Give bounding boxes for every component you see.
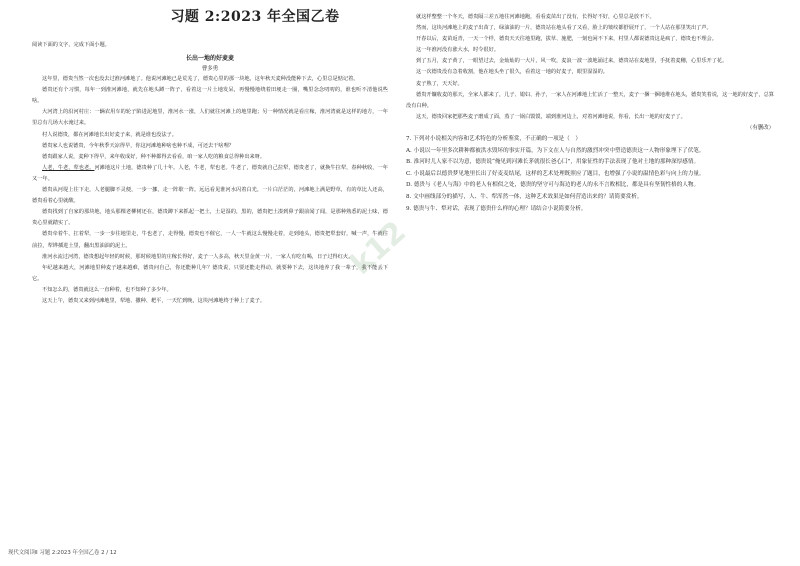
article-author: 曹多勇 <box>201 66 219 73</box>
paragraph: 德贵还有个习惯，每年一到淮河滩地，就先在地头蹲一阵子，看着这一片土地发呆，再慢慢地绕着田埂走一圈，嘴里念念叨叨的，谁也听不清他说些啥。 <box>32 87 388 105</box>
paragraph: 年纪越来越大，河滩地里种麦子越来越难，德贵问自己，你还能种几年？德贵说，只要还能走得动，就要种下去，这块地养了我一辈子，我不能丢下它。 <box>32 264 388 282</box>
paragraph: 这年里，德贵当然一次也没去过淮河滩地了。他说河滩地已是荒芜了，德贵心里的那一块地，这年秋天麦种没能种下去，心里总是惦记着。 <box>42 76 359 83</box>
question-7-option-c: C. 小说最后以德贵梦见地里长出了好麦麦结尾，这样的艺术处理既照应了题目，也增强了小说的温情色彩与向上的力量。 <box>406 170 705 177</box>
paragraph: 村人说德贵，都在河滩地长出好麦子来，就是谁也没法子。 <box>42 131 177 138</box>
paragraph: 这一次德贵没有急着收割，他在地头坐了很久，看着这一地的好麦子，眼里湿湿的。 <box>416 69 608 76</box>
question-7: 7. 下列对小说相关内容和艺术特色的分析鉴赏，不正确的一项是（ ） <box>406 136 581 143</box>
paragraph: 德贵开镰收麦的那天，全家人都来了，儿子、媳妇、孙子，一家人在河滩地上忙活了一整天，麦子一捆一捆地堆在地头，德贵笑着说，这一地的好麦子，总算没有白种。 <box>406 91 774 109</box>
page-title: 习题 2:2023 年全国乙卷 <box>170 9 340 25</box>
question-7-option-b: B. 淮河时儿人家不以为意，德贵说“俺见到河滩长茅就很长爸心囗”，用象征性的手法表现了他对土地的那种深厚感情。 <box>406 159 700 166</box>
question-7-option-a: A. 小说以一年里多次耕种都被洪水毁坏的事实开篇，为下文在人与自然的激烈冲突中塑造德贵这一人物形象埋下了伏笔。 <box>406 147 705 154</box>
paragraph: 这天上午，德贵又来到河滩地里，犁地、撒种、耙平，一天忙到晚，这块河滩地终于种上了麦子。 <box>42 297 266 304</box>
right-column <box>406 12 774 215</box>
page-footer: 现代文阅读Ⅱ 习题 2:2023 年全国乙卷 2 / 12 <box>8 550 117 556</box>
paragraph: 这一年淮河没有涨大水，时令很好。 <box>416 47 500 54</box>
paragraph: 然而，这块河滩地上的麦子出苗了，绿油油的一片，德贵站在地头看了又看，脸上的皱纹都舒展开了，一个人站在那里笑出了声。 <box>416 25 712 32</box>
paragraph: 德贵跟家人说，麦种下得早，来年收成好，种不种都得去看看，咱一家人吃的粮食总得种出来呀。 <box>42 153 266 160</box>
question-8: 8. 文中画线部分的描写，人、牛、犁浑然一体，这种艺术效果是如何营造出来的？请简要赏析。 <box>406 194 643 200</box>
question-9: 9. 德贵与牛、犁对话，表现了德贵什么样的心理？请结合小说简要分析。 <box>406 205 587 212</box>
article-source-note: （有删改） <box>747 124 774 131</box>
paragraph: 河滩地这片土地，德贵种了几十年。人老，牛老，犁也老。牛老了，德贵就自己拉犁，德贵老了，就换牛拉犁，春种秋收，一年又一年。 <box>32 164 388 182</box>
paragraph: 德贵牵着牛，扛着犁，一步一步往地里走，牛也老了，走得慢，德贵也不催它，一人一牛就这么慢慢走着，走到地头，德贵把犁套好，喊一声，牛就往前拉，犁铧插进土里，翻出黑油油的泥土。 <box>32 231 388 249</box>
paragraph: 淮河水流过河湾，德贵想起年轻的时候，那时候地里的庄稼长得好，麦子一人多高，秋天里金黄一片，一家人有吃有喝，日子过得红火。 <box>42 253 354 260</box>
paragraph: 不知怎么的，德贵就这么一直种着，也不知种了多少年。 <box>42 286 172 293</box>
paragraph: 德贵家人也说德贵，今年秋季天凉得早，你这河滩地种啥也种不成，可还去干啥哩？ <box>42 142 234 149</box>
paragraph: 德贵从河堤上往下走，人老腿脚不灵便，一步一挪，走一阵歇一阵。远远看见淮河水闪着白光，一片白茫茫的，河滩地上满是野草，有的草比人还高，德贵看着心里就酸。 <box>32 187 388 205</box>
article-title: 长出一地的好麦麦 <box>185 55 234 63</box>
paragraph: 大河湾上的沿河村庄：一辆农用车的轮子陷进泥地里，淮河水一涨，人们就往河滩上的地里跑；另一种情况就是看庄稼，淮河湾就是这样的地方，一年里总有几场大水淹过来。 <box>32 109 388 127</box>
paragraph: 就这样整整一个冬天，德贵隔三差五地往河滩地跑，看看麦苗出了没有，长得好不好，心里总是放不下。 <box>416 14 655 20</box>
paragraph: 到了五月，麦子黄了，一眼望过去，金灿灿的一大片，风一吹，麦浪一波一波地涌过来，德贵站在麦地里，手抚着麦穗，心里乐开了花。 <box>416 58 728 65</box>
question-list <box>406 134 774 215</box>
paragraph: 德贵找到了自家的那块地，地头那棵老柳树还在，德贵蹲下来抓起一把土，土是湿的，黑的，德贵把土凑到鼻子跟前闻了闻，是那种熟悉的泥土味，德贵心里就踏实了。 <box>32 209 388 227</box>
paragraph: 开春以后，麦苗返青，一天一个样，德贵天天往地里跑，拔草、施肥，一刻也闲不下来，村里人都说德贵这是疯了，德贵也不理会。 <box>416 36 717 43</box>
question-7-option-d: D. 德贵与《老人与海》中的老人有相似之处，德贵的坚守可与海边的老人的永不言败相比，都是具有坚韧性格的人物。 <box>406 182 700 189</box>
underlined-paragraph <box>32 163 388 185</box>
underlined-sentence: 人老，牛老，犁也老。 <box>42 164 95 171</box>
paragraph: 麦子熟了，天天好。 <box>416 80 463 87</box>
instruction: 阅读下面的文字，完成下面小题。 <box>32 42 110 48</box>
paragraph: 这天，德贵回家把那些麦子磨成了面，蒸了一锅白馍馍，端到淮河边上，对着河滩地说，你看，长出一地的好麦子了。 <box>416 113 686 120</box>
watermark: k12 <box>343 214 413 282</box>
